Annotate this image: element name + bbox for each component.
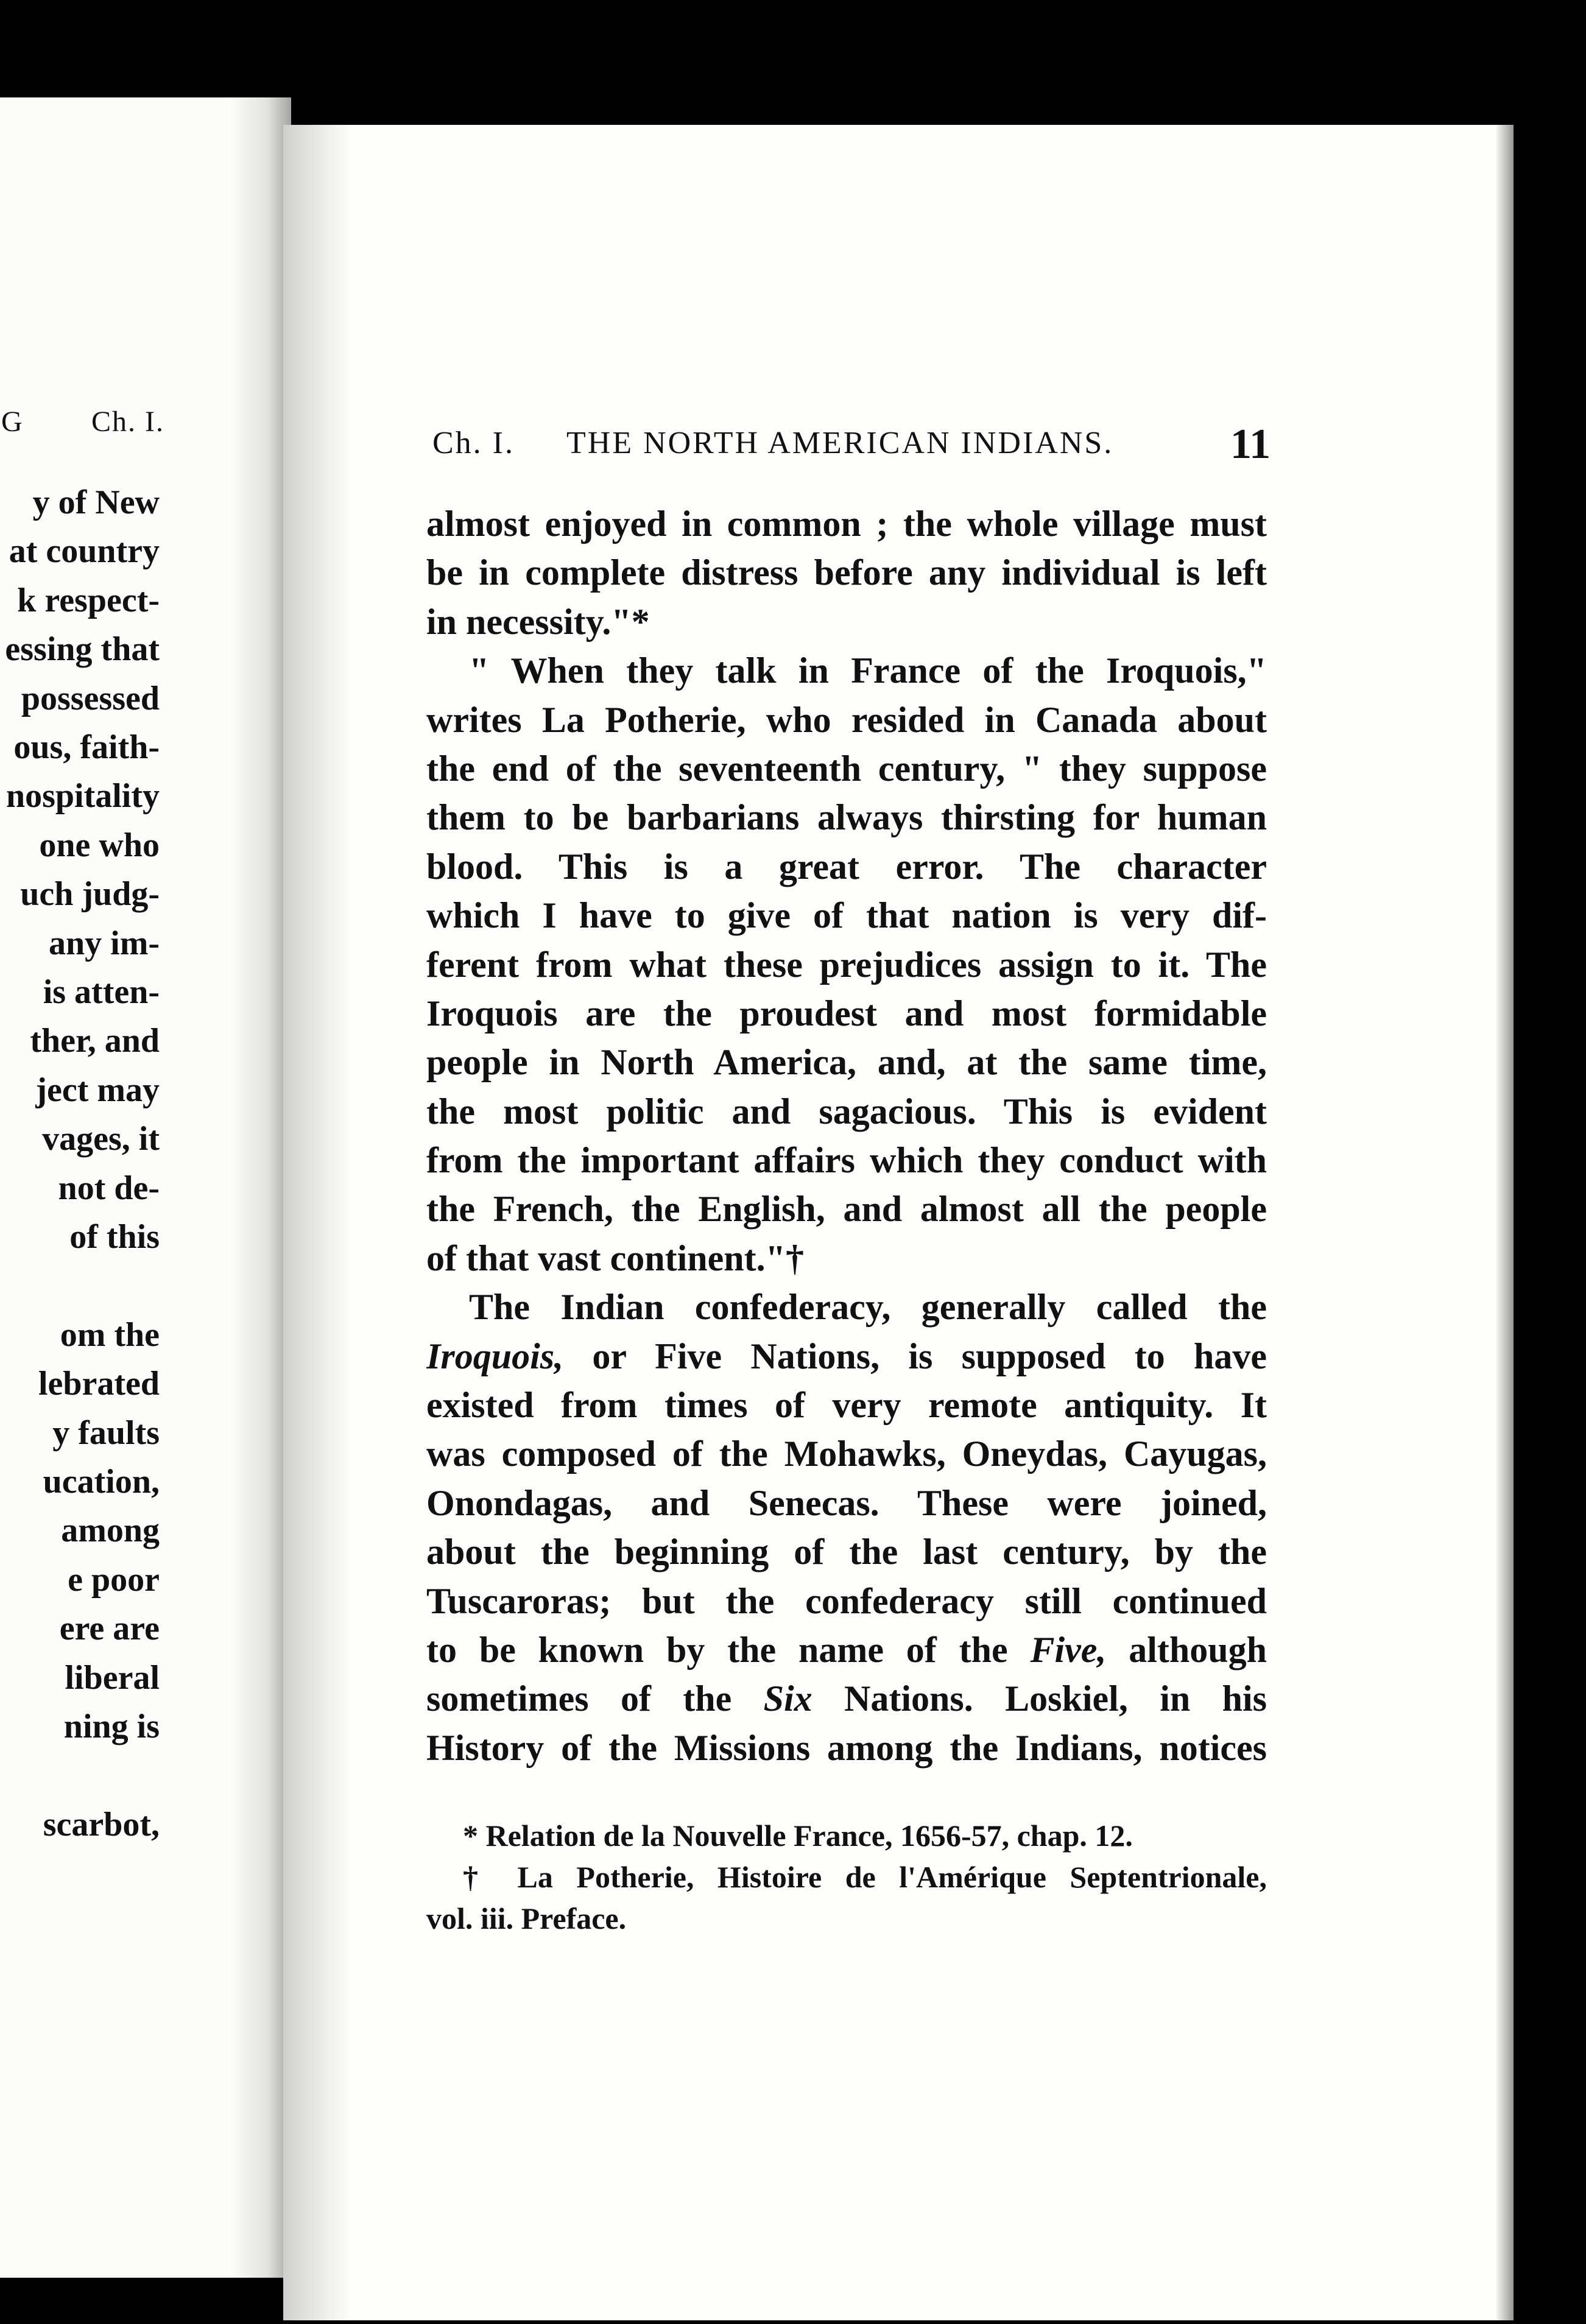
left-text-line: nospitality bbox=[5, 777, 160, 815]
text-line-five bbox=[426, 1625, 1267, 1674]
left-text-line: possessed bbox=[21, 679, 160, 717]
text-segment: sometimes of the bbox=[426, 1678, 764, 1719]
page-number: 11 bbox=[1230, 421, 1271, 468]
left-text-line: not de- bbox=[58, 1169, 160, 1207]
left-text-line: y of New bbox=[32, 484, 160, 521]
text-line: be in complete distress before any individual is left bbox=[426, 552, 1267, 593]
left-text-line: is atten- bbox=[43, 973, 160, 1011]
text-line: Onondagas, and Senecas. These were joined, bbox=[426, 1482, 1267, 1523]
text-line: blood. This is a great error. The character bbox=[426, 846, 1267, 887]
left-text-line: om the bbox=[60, 1315, 160, 1354]
text-line: writes La Potherie, who resided in Canada about bbox=[426, 699, 1267, 740]
text-line: Tuscaroras; but the confederacy still continued bbox=[426, 1580, 1267, 1621]
italic-word: Five, bbox=[1030, 1629, 1107, 1670]
text-segment: although bbox=[1106, 1629, 1267, 1670]
left-page-shadow bbox=[230, 97, 291, 2278]
left-text-line: k respect- bbox=[17, 581, 160, 619]
text-line: about the beginning of the last century, by the bbox=[426, 1532, 1267, 1572]
body-text bbox=[426, 499, 1267, 1772]
left-text-line: essing that bbox=[5, 630, 160, 669]
italic-word: Six bbox=[763, 1678, 812, 1719]
italic-word: Iroquois, bbox=[426, 1336, 564, 1376]
text-line: The Indian confederacy, generally called the bbox=[469, 1287, 1267, 1328]
footnote-1: * Relation de la Nouvelle France, 1656-57, chap. 12. bbox=[463, 1819, 1133, 1853]
text-line: in necessity."* bbox=[426, 601, 650, 642]
left-text-line: ous, faith- bbox=[13, 728, 160, 766]
left-text-line: ning is bbox=[63, 1708, 160, 1745]
left-text-line: among bbox=[61, 1512, 160, 1550]
left-header-fragment: G bbox=[1, 406, 24, 438]
text-line: existed from times of very remote antiquity. It bbox=[426, 1385, 1267, 1426]
text-line-rest: or Five Nations, is supposed to have bbox=[563, 1336, 1267, 1376]
page-edge-shadow bbox=[1495, 125, 1520, 2320]
text-line: Iroquois are the proudest and most formidable bbox=[426, 993, 1267, 1033]
text-line: almost enjoyed in common ; the whole village must bbox=[426, 504, 1267, 544]
text-segment: Nations. Loskiel, in his bbox=[812, 1678, 1267, 1719]
text-line: the French, the English, and almost all the people bbox=[426, 1189, 1267, 1230]
left-header-chapter: Ch. I. bbox=[91, 406, 164, 438]
left-text-line: lebrated bbox=[38, 1365, 160, 1403]
left-text-line: e poor bbox=[68, 1560, 160, 1599]
left-text-line: liberal bbox=[65, 1658, 160, 1697]
footnote-2-continued: vol. iii. Preface. bbox=[426, 1901, 627, 1935]
text-line: was composed of the Mohawks, Oneydas, Cayugas, bbox=[426, 1434, 1267, 1474]
left-text-line: ere are bbox=[59, 1610, 160, 1648]
left-text-line: y faults bbox=[52, 1414, 160, 1452]
left-text-line: vages, it bbox=[42, 1120, 160, 1158]
footnotes bbox=[426, 1815, 1267, 1939]
text-line: ferent from what these prejudices assign to it. The bbox=[426, 944, 1267, 985]
text-segment: to be known by the name of the bbox=[426, 1629, 1031, 1670]
left-text-line: ject may bbox=[35, 1071, 160, 1109]
text-line: " When they talk in France of the Iroquois," bbox=[469, 650, 1267, 691]
text-line: people in North America, and, at the same time, bbox=[426, 1042, 1267, 1083]
left-text-line: ucation, bbox=[43, 1463, 160, 1501]
left-text-line: of this bbox=[69, 1218, 160, 1256]
text-line: them to be barbarians always thirsting for human bbox=[426, 797, 1267, 838]
text-line-italic-lead bbox=[426, 1332, 1267, 1381]
text-line: History of the Missions among the Indians, notices bbox=[426, 1727, 1267, 1768]
text-line-six bbox=[426, 1674, 1267, 1723]
running-head-title: THE NORTH AMERICAN INDIANS. bbox=[566, 426, 1114, 460]
text-line: from the important affairs which they conduct with bbox=[426, 1140, 1267, 1181]
text-line: the most politic and sagacious. This is evident bbox=[426, 1091, 1267, 1132]
left-text-line: at country bbox=[9, 532, 160, 571]
left-text-line: ther, and bbox=[30, 1022, 160, 1060]
left-text-line: uch judg- bbox=[20, 875, 160, 914]
footnote-2: † La Potherie, Histoire de l'Amérique Septentrionale, bbox=[463, 1860, 1267, 1894]
running-head bbox=[426, 420, 1271, 469]
text-line: of that vast continent."† bbox=[426, 1238, 804, 1278]
left-text-line: any im- bbox=[49, 924, 160, 962]
left-text-line: scarbot, bbox=[43, 1805, 160, 1843]
page-gutter bbox=[283, 125, 350, 2320]
text-line: the end of the seventeenth century, " they suppose bbox=[426, 748, 1267, 789]
running-head-chapter: Ch. I. bbox=[432, 426, 515, 460]
left-text-line: one who bbox=[39, 826, 160, 864]
text-line: which I have to give of that nation is very dif- bbox=[426, 895, 1267, 936]
